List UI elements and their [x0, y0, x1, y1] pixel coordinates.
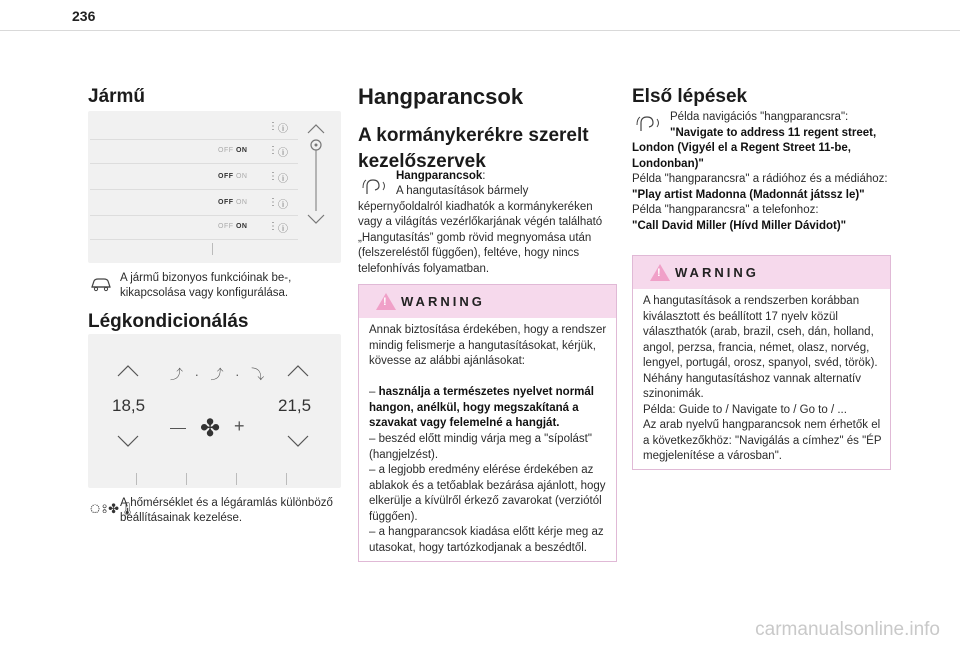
- arabic-note: Az arab nyelvű hangparancsok nem érhetők el a következőkhöz: "Navigálás a címhez" és "ÉP megjelenítése a városban".: [643, 419, 882, 462]
- vehicle-row: [90, 139, 298, 164]
- vehicle-row: [90, 115, 298, 140]
- media-intro: Példa "hangparancsra" a rádióhoz és a médiához:: [632, 173, 888, 185]
- more-icon: ⋮: [268, 145, 278, 156]
- info-icon: ⓘ: [278, 200, 288, 211]
- voice-warning-box: [358, 284, 617, 562]
- voice-label-suffix: :: [482, 170, 486, 182]
- toggle-off-label: OFF: [218, 199, 234, 206]
- vehicle-row: [90, 165, 298, 190]
- languages-warning-box: [632, 255, 891, 470]
- warning-text: [643, 294, 885, 465]
- toggle-off-label: OFF: [218, 223, 234, 230]
- info-icon: ⓘ: [278, 224, 288, 235]
- warning-header: [359, 285, 616, 318]
- voice-title: Hangparancsok: [358, 84, 524, 109]
- more-icon: ⋮: [268, 121, 278, 132]
- nav-intro: Példa navigációs "hangparancsra":: [670, 111, 849, 123]
- phone-command: "Call David Miller (Hívd Miller Dávidot)": [632, 219, 847, 232]
- warning-icon: !: [376, 293, 396, 310]
- toggle-off-label: OFF: [218, 173, 234, 180]
- toggle-switch: [218, 173, 247, 180]
- climate-icon: ঃ✤🌡: [89, 501, 136, 516]
- vehicle-caption: A jármű bizonyos funkcióinak be-, kikapcsolása vagy konfigurálása.: [120, 272, 292, 299]
- voice-text: A hangutasítások bármely képernyőoldalról kiadhatók a kormánykeréken vagy a világítás vezérlőkarjának végén található „Hangutasítás” gomb rövid megnyomása után (felszereléstől függően), feltéve, hogy nincs telefonhívás folyamatban.: [358, 185, 603, 275]
- fan-plus-icon: +: [234, 416, 245, 436]
- temp-up-right-icon: [286, 364, 310, 378]
- info-icon: ⓘ: [278, 124, 288, 135]
- more-icon: ⋮: [268, 171, 278, 182]
- warning-item: – beszéd előtt mindig várja meg a "sípolást" (hangjelzést).: [369, 433, 592, 461]
- warning-item: – használja a természetes nyelvet normál hangon, anélkül, hogy megszakítaná a szavakat vagy felemelné a hangját.: [369, 386, 594, 429]
- tab-divider: [236, 473, 237, 485]
- toggle-switch: [218, 147, 247, 154]
- toggle-on-label: ON: [235, 173, 248, 180]
- watermark: carmanualsonline.info: [755, 619, 940, 640]
- voice-label-line: [396, 169, 485, 185]
- airflow-distribution-icon: ⤴ · ⤴ · ⤵: [170, 367, 269, 382]
- temp-down-right-icon: [286, 434, 310, 448]
- languages-text: A hangutasítások a rendszerben korábban kiválasztott és beállított 17 nyelv közül választhatók (arab, brazil, cseh, dán, holland, angol, perzsa, francia, német, olasz, norvég, lengyel, portugál, orosz, spanyol, svéd, török). Néhány hangutasításhoz vannak alternatív szinonimák.: [643, 295, 878, 400]
- warning-item-text: a hangparancsok kiadása előtt kérje meg az utasokat, hogy tartózkodjanak a beszédtől.: [369, 526, 604, 554]
- tab-divider: [186, 473, 187, 485]
- fan-minus-icon: [170, 428, 186, 429]
- first-steps-title: Első lépések: [632, 86, 748, 107]
- toggle-on-label: ON: [235, 199, 248, 206]
- tab-divider: [136, 473, 137, 485]
- vehicle-screen-illustration: [88, 111, 341, 263]
- warning-item: – a legjobb eredmény elérése érdekében az ablakok és a tetőablak bezárása ajánlott, hogy elkerülje a kívülről érkező zavarokat (verziótól függően).: [369, 464, 606, 523]
- warning-intro: Annak biztosítása érdekében, hogy a rendszer mindig felismerje a hangutasításokat, kérjük, kövesse az alábbi ajánlásokat:: [369, 324, 607, 367]
- synonyms-example: Példa: Guide to / Navigate to / Go to / ...: [643, 403, 847, 416]
- vehicle-row: [90, 191, 298, 216]
- warning-icon: !: [650, 264, 670, 281]
- tab-divider: [212, 243, 213, 255]
- toggle-switch: [218, 223, 247, 230]
- first-steps-text: [632, 110, 894, 234]
- car-icon: [90, 276, 112, 292]
- climate-caption: A hőmérséklet és a légáramlás különböző beállításainak kezelése.: [120, 497, 333, 524]
- warning-title: WARNING: [401, 294, 485, 309]
- temp-up-left-icon: [116, 364, 140, 378]
- toggle-off-label: OFF: [218, 147, 234, 154]
- fan-icon: ✤: [200, 415, 221, 442]
- voice-subtitle: A kormánykerékre szerelt kezelőszervek: [358, 125, 589, 172]
- media-command: "Play artist Madonna (Madonnát játssz le)": [632, 188, 865, 201]
- nav-command: "Navigate to address 11 regent street, London (Vigyél el a Regent Street 11-be, Londonban)": [632, 126, 877, 170]
- vehicle-title: Jármű: [88, 86, 146, 107]
- warning-item-text: használja a természetes nyelvet normál hangon, anélkül, hogy megszakítaná a szavakat vagy felemelné a hangját.: [369, 386, 594, 429]
- toggle-switch: [218, 199, 247, 206]
- temp-down-left-icon: [116, 434, 140, 448]
- warning-header: [633, 256, 890, 289]
- left-temperature: 18,5: [112, 396, 146, 415]
- warning-item-text: a legjobb eredmény elérése érdekében az ablakok és a tetőablak bezárása ajánlott, hogy elkerülje a kívülről érkező zavarokat (verziótól függően).: [369, 464, 606, 523]
- page-number: 236: [72, 8, 96, 24]
- right-temperature: 21,5: [278, 396, 312, 415]
- header-divider: [0, 30, 960, 31]
- climate-screen-illustration: [88, 334, 341, 488]
- toggle-on-label: ON: [235, 147, 248, 154]
- voice-label: Hangparancsok: [396, 170, 483, 182]
- info-icon: ⓘ: [278, 174, 288, 185]
- phone-intro: Példa "hangparancsra" a telefonhoz:: [632, 204, 819, 216]
- vehicle-row: [90, 215, 298, 240]
- scroll-bar-icon: [300, 119, 336, 231]
- info-icon: ⓘ: [278, 148, 288, 159]
- more-icon: ⋮: [268, 197, 278, 208]
- tab-divider: [286, 473, 287, 485]
- warning-item: – a hangparancsok kiadása előtt kérje meg az utasokat, hogy tartózkodjanak a beszédtől.: [369, 526, 604, 554]
- climate-title: Légkondicionálás: [88, 311, 249, 332]
- warning-item-text: beszéd előtt mindig várja meg a "sípolást" (hangjelzést).: [369, 433, 592, 461]
- toggle-on-label: ON: [235, 223, 248, 230]
- warning-title: WARNING: [675, 265, 759, 280]
- more-icon: ⋮: [268, 221, 278, 232]
